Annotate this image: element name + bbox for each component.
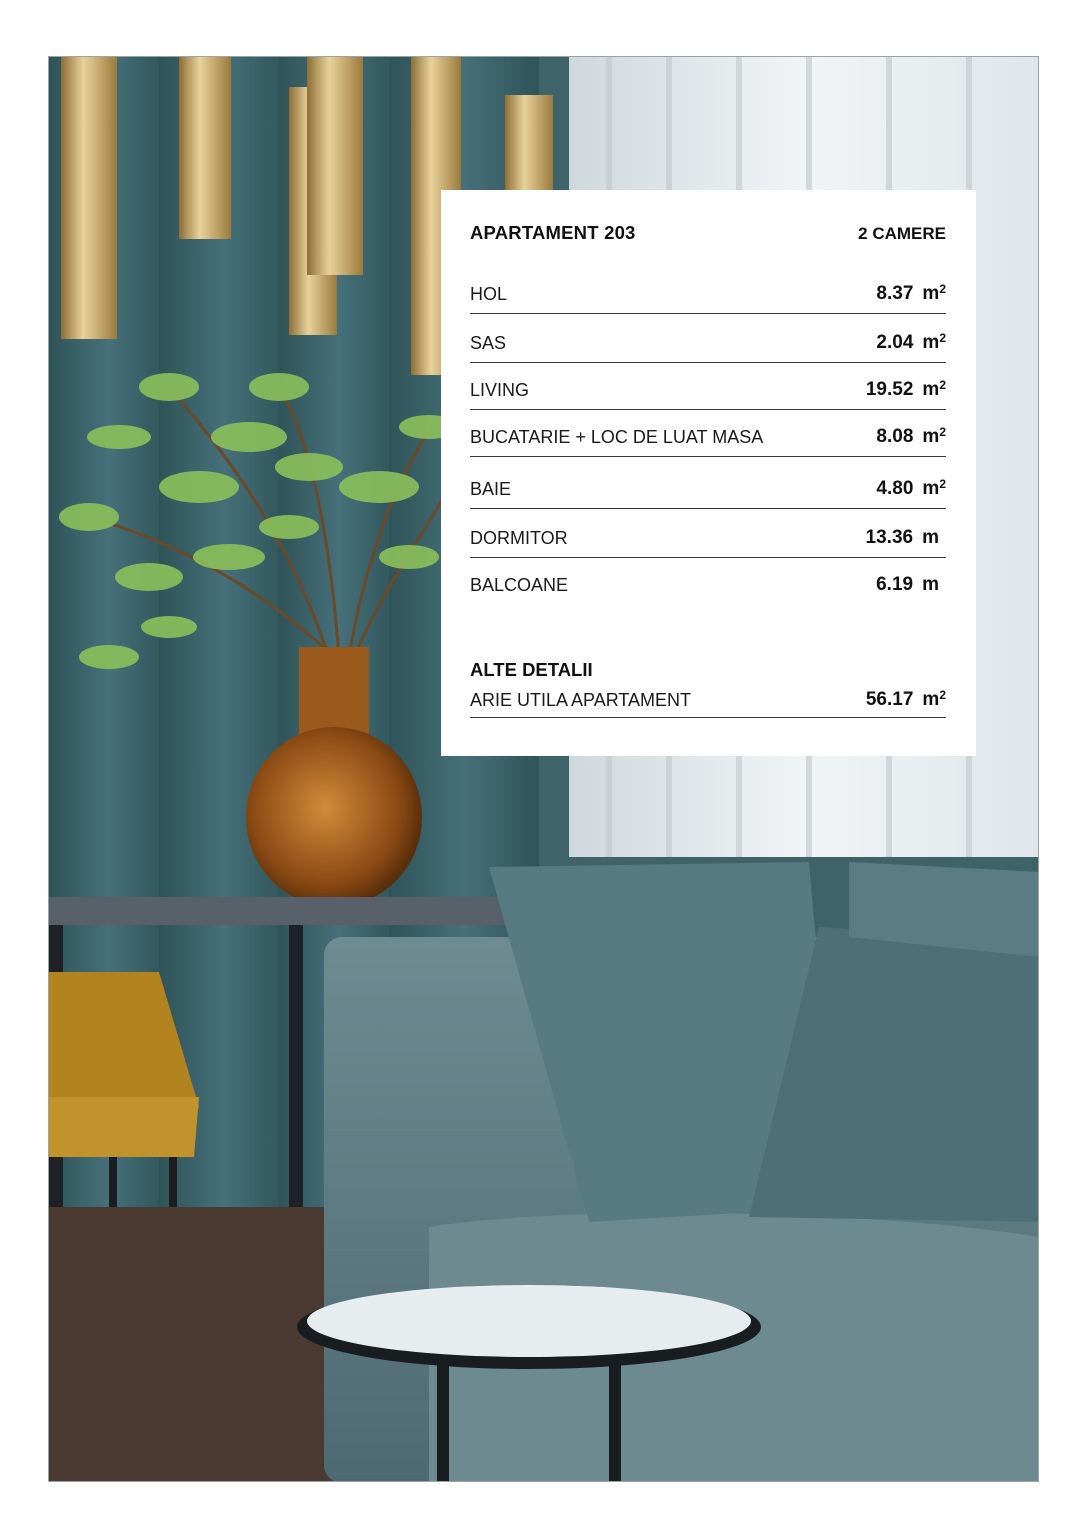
room-area: 4.80 $m^2$ <box>876 477 946 499</box>
room-label: SAS <box>470 333 507 353</box>
room-row-balcoane <box>470 558 946 604</box>
room-label: HOL <box>470 284 508 304</box>
room-row-sas <box>470 314 946 363</box>
detail-label: ARIE UTILA APARTAMENT <box>470 690 692 710</box>
rooms-count: 2 CAMERE <box>858 224 946 243</box>
room-area: 8.08 $m^2$ <box>876 425 946 447</box>
room-area: 6.19 m <box>876 574 939 595</box>
room-list <box>470 271 946 604</box>
room-label: BUCATARIE + LOC DE LUAT MASA <box>470 427 764 447</box>
room-area: 19.52 $m^2$ <box>865 378 946 400</box>
room-label: LIVING <box>470 380 530 400</box>
room-area: 2.04 $m^2$ <box>876 331 946 353</box>
room-row-dormitor <box>470 509 946 558</box>
detail-row-arie-utila <box>470 688 946 718</box>
room-label: DORMITOR <box>470 528 568 548</box>
room-row-living <box>470 363 946 410</box>
apartment-info-card <box>441 190 976 756</box>
room-label: BALCOANE <box>470 575 569 595</box>
details-title: ALTE DETALII <box>470 659 593 680</box>
apartment-title: APARTAMENT 203 <box>470 222 636 243</box>
room-row-hol <box>470 271 946 314</box>
room-row-bucatarie <box>470 410 946 457</box>
card-header <box>470 220 946 244</box>
room-row-baie <box>470 457 946 509</box>
room-area: 8.37 $m^2$ <box>876 282 946 304</box>
detail-area: 56.17 $m^2$ <box>865 688 946 710</box>
room-area: 13.36 m <box>865 527 939 548</box>
room-label: BAIE <box>470 479 512 499</box>
